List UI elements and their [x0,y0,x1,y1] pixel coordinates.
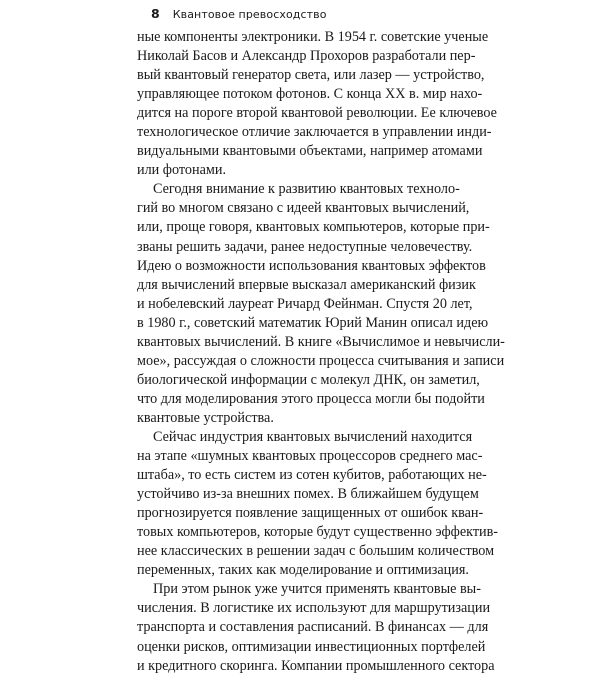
text-line: технологическое отличие заключается в управлении инди- [137,124,492,141]
text-line: квантовые устройства. [137,409,274,426]
text-line: дится на пороге второй квантовой революции. Ее ключевое [137,105,497,122]
text-line: квантовых вычислений. В книге «Вычислимое и невычисли- [137,333,505,350]
text-line: гий во многом связано с идеей квантовых вычислений, [137,200,470,217]
text-line: При этом рынок уже учится применять квантовые вы- [153,581,481,598]
text-line: или, проще говоря, квантовых компьютеров, которые при- [137,219,490,236]
text-line: Николай Басов и Александр Прохоров разработали пер- [137,48,476,65]
text-line: званы решить задачи, ранее недоступные человечеству. [137,238,473,255]
body-text [137,28,505,676]
text-line: что для моделирования этого процесса могли бы подойти [137,390,485,407]
text-line: видуальными квантовыми объектами, например атомами [137,143,483,160]
text-line: оценки рисков, оптимизации инвестиционных портфелей [137,638,486,655]
text-line: переменных, таких как моделирование и оптимизация. [137,562,469,579]
text-line: в 1980 г., советский математик Юрий Манин описал идею [137,314,489,331]
text-line: прогнозируется появление защищенных от ошибок кван- [137,505,484,522]
page-number: 8 [151,6,160,21]
text-line: числения. В логистике их используют для маршрутизации [137,600,491,617]
paragraph-3 [137,428,499,580]
text-line: нее классических в решении задач с большим количеством [137,543,495,560]
text-line: или фотонами. [137,162,227,179]
paragraph-1 [137,28,497,180]
text-line: для вычислений впервые высказал американский физик [137,276,476,293]
text-line: и кредитного скоринга. Компании промышленного сектора [137,657,495,674]
text-line: товых компьютеров, которые будут существенно эффектив- [137,524,499,541]
running-head [151,6,327,24]
book-title: Квантовое превосходство [172,8,327,21]
text-line: Сейчас индустрия квантовых вычислений находится [153,428,473,445]
text-line: и нобелевский лауреат Ричард Фейнман. Спустя 20 лет, [137,295,473,312]
paragraph-2 [137,180,505,428]
text-line: вый квантовый генератор света, или лазер — устройство, [137,67,485,84]
text-line: устойчиво из-за внешних помех. В ближайшем будущем [137,486,479,503]
paragraph-4 [137,580,495,675]
text-line: ные компоненты электроники. В 1954 г. советские ученые [137,29,489,45]
text-line: Идею о возможности использования квантовых эффектов [137,257,486,274]
text-line: биологической информации с молекул ДНК, он заметил, [137,371,480,388]
text-line: Сегодня внимание к развитию квантовых техноло- [153,181,460,198]
text-line: на этапе «шумных квантовых процессоров среднего мас- [137,448,483,465]
text-line: управляющее потоком фотонов. С конца XX в. мир нахо- [137,86,483,103]
text-line: штаба», то есть систем из сотен кубитов, работающих не- [137,467,487,484]
text-line: транспорта и составления расписаний. В финансах — для [137,619,489,636]
text-line: мое», рассуждая о сложности процесса считывания и записи [137,352,505,369]
